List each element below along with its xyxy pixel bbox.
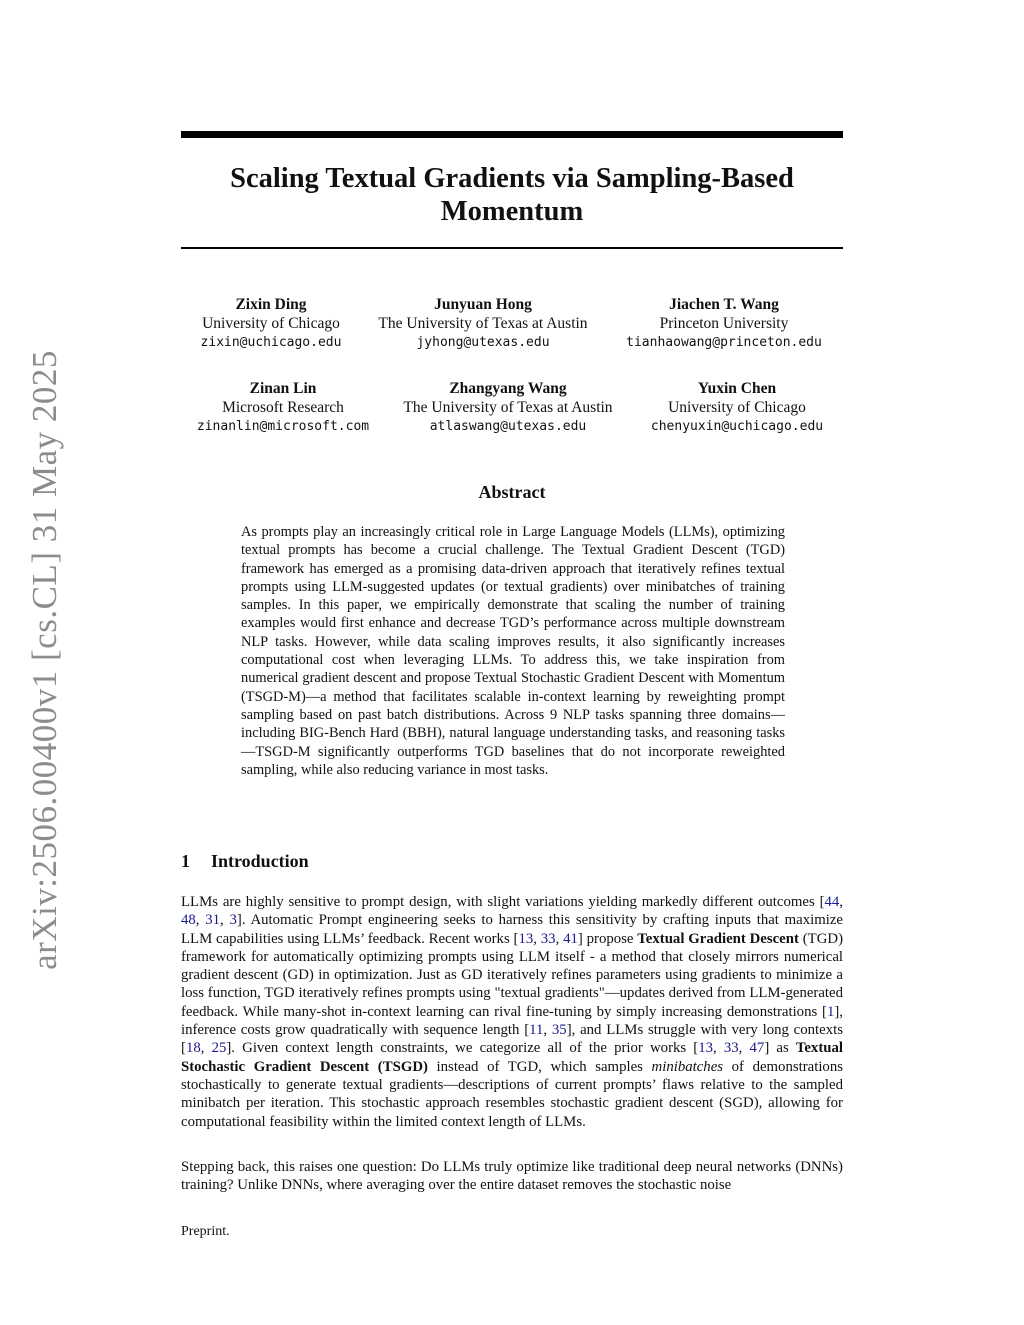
author-affiliation: The University of Texas at Austin xyxy=(378,315,588,332)
section-number: 1 xyxy=(181,851,190,871)
author-block xyxy=(604,295,844,352)
author-affiliation: The University of Texas at Austin xyxy=(403,399,613,416)
author-email: zixin@uchicago.edu xyxy=(200,335,342,350)
text-run: (TGD) framework for automatically optimizing prompts using LLM itself - a method that closely mirrors numerical gradient descent (GD) in optimization. Just as GD iteratively refines parameters using gradients to minimize a loss function, TGD iteratively refines prompts using "textual gradients"—updates derived from LLM-generated feedback. While many-shot in-context learning can rival fine-tuning by simply increasing demonstrations [ xyxy=(181,930,843,1020)
author-name: Zhangyang Wang xyxy=(449,380,567,397)
author-name: Junyuan Hong xyxy=(434,296,532,313)
text-run: ] propose xyxy=(577,930,638,947)
italic-term: minibatches xyxy=(651,1058,724,1075)
abstract-body: As prompts play an increasingly critical role in Large Language Models (LLMs), optimizing textual prompts has become a crucial challenge. The Textual Gradient Descent (TGD) framework has emerged as a promising data-driven approach that iteratively refines textual prompts using LLM-suggested updates (or textual gradients) over minibatches of training samples. In this paper, we empirically demonstrate that scaling the number of training examples would first enhance and decrease TGD’s performance across multiple downstream NLP tasks. However, while data scaling improves results, it also significantly increases computational cost when leveraging LLMs. To address this, we take inspiration from numerical gradient descent and propose Textual Stochastic Gradient Descent with Momentum (TSGD-M)—a method that facilitates scalable in-context learning by reweighting prompt sampling based on past batch distributions. Across 9 NLP tasks spanning three domains—including BIG-Bench Hard (BBH), natural language understanding tasks, and reasoning tasks—TSGD-M significantly outperforms TGD baselines that do not incorporate reweighted sampling, while also reducing variance in most tasks. xyxy=(241,524,785,778)
arxiv-stamp: arXiv:2506.00400v1 [cs.CL] 31 May 2025 xyxy=(25,350,64,970)
author-name: Zinan Lin xyxy=(249,380,317,397)
citation-link[interactable]: 33 xyxy=(723,1040,739,1057)
citation-link[interactable]: 31 xyxy=(205,912,221,929)
text-run: ]. Given context length constraints, we categorize all of the prior works [ xyxy=(226,1040,699,1057)
text-run: ], inference costs grow quadratically with sequence length [ xyxy=(181,1003,843,1039)
footer-note: Preprint. xyxy=(181,1224,230,1239)
title-rule-top xyxy=(181,131,843,138)
author-email: atlaswang@utexas.edu xyxy=(429,419,587,434)
citation-link[interactable]: 48 xyxy=(181,912,196,929)
intro-paragraph: Stepping back, this raises one question: Do LLMs truly optimize like traditional deep neural networks (DNNs) training? Unlike DNNs, where averaging over the entire dataset removes the stochastic noise xyxy=(181,1159,843,1194)
author-name: Zixin Ding xyxy=(235,296,307,313)
author-block xyxy=(163,379,403,436)
intro-paragraph: LLMs are highly sensitive to prompt design, with slight variations yielding markedly different outcomes [44, 48, 31, 3]. Automatic Prompt engineering seeks to harness this sensitivity by crafting inputs that maximize LLM capabilities using LLMs’ feedback. Recent works [13, 33, 41] propose Textual Gradient Descent (TGD) framework for automatically optimizing prompts using LLM itself - a method that closely mirrors numerical gradient descent (GD) in optimization. Just as GD iteratively refines parameters using gradients to minimize a loss function, TGD iteratively refines prompts using "textual gradients"—updates derived from LLM-generated feedback. While many-shot in-context learning can rival fine-tuning by simply increasing demonstrations [1], inference costs grow quadratically with sequence length [11, 35], and LLMs struggle with very long contexts [18, 25]. Given context length constraints, we categorize all of the prior works [13, 33, 47] as Textual Stochastic Gradient Descent (TSGD) instead of TGD, which samples minibatches of demonstrations stochastically to generate textual gradients—descriptions of current prompts’ flaws relative to the sampled minibatch per iteration. This stochastic approach resembles stochastic gradient descent (SGD), allowing for computational feasibility within the limited context length of LLMs. xyxy=(181,894,843,1130)
author-block xyxy=(388,379,628,436)
citation-link[interactable]: 33 xyxy=(540,930,556,947)
citation-link[interactable]: 18 xyxy=(185,1040,201,1057)
text-run: ] as xyxy=(764,1040,796,1057)
section-heading-introduction xyxy=(181,851,309,872)
text-run: ]. Automatic Prompt engineering seeks to harness this sensitivity by crafting inputs that maximize LLM capabilities using LLMs’ feedback. Recent works [ xyxy=(181,912,843,947)
author-email: zinanlin@microsoft.com xyxy=(196,419,370,434)
author-block xyxy=(363,295,603,352)
bold-term: Textual Gradient Descent xyxy=(637,930,799,947)
citation-link[interactable]: 13 xyxy=(518,930,534,947)
citation-link[interactable]: 11 xyxy=(529,1022,544,1039)
citation-link[interactable]: 41 xyxy=(563,930,578,947)
author-block xyxy=(617,379,857,436)
section-title: Introduction xyxy=(211,851,309,871)
citation-link[interactable]: 3 xyxy=(229,912,237,929)
citation-link[interactable]: 25 xyxy=(211,1040,227,1057)
author-affiliation: University of Chicago xyxy=(202,315,340,332)
author-name: Jiachen T. Wang xyxy=(669,296,779,313)
author-affiliation: Microsoft Research xyxy=(222,399,344,416)
author-email: jyhong@utexas.edu xyxy=(416,335,550,350)
bold-term: Textual Stochastic Gradient Descent (TSGD) xyxy=(181,1040,843,1075)
paper-title: Scaling Textual Gradients via Sampling-Based Momentum xyxy=(230,163,794,227)
citation-link[interactable]: 44 xyxy=(824,894,840,910)
citation-link[interactable]: 35 xyxy=(551,1022,567,1039)
author-email: tianhaowang@princeton.edu xyxy=(626,335,822,350)
author-affiliation: Princeton University xyxy=(659,315,789,332)
title-rule-bottom xyxy=(181,247,843,249)
citation-link[interactable]: 13 xyxy=(698,1040,714,1057)
text-run: of demonstrations stochastically to generate textual gradients—descriptions of current prompts’ flaws relative to the sampled minibatch per iteration. This stochastic approach resembles stochastic gradient descent (SGD), allowing for computational feasibility within the limited context length of LLMs. xyxy=(181,1058,843,1130)
text-run: instead of TGD, which samples xyxy=(427,1058,652,1075)
abstract-heading: Abstract xyxy=(478,482,546,502)
author-email: chenyuxin@uchicago.edu xyxy=(650,419,824,434)
citation-link[interactable]: 47 xyxy=(749,1040,765,1057)
text-run: LLMs are highly sensitive to prompt design, with slight variations yielding markedly different outcomes [ xyxy=(181,894,825,910)
author-block xyxy=(151,295,391,352)
author-affiliation: University of Chicago xyxy=(668,399,806,416)
author-name: Yuxin Chen xyxy=(697,380,777,397)
text-run: ], and LLMs struggle with very long contexts [ xyxy=(181,1022,843,1057)
citation-link[interactable]: 1 xyxy=(826,1003,835,1020)
